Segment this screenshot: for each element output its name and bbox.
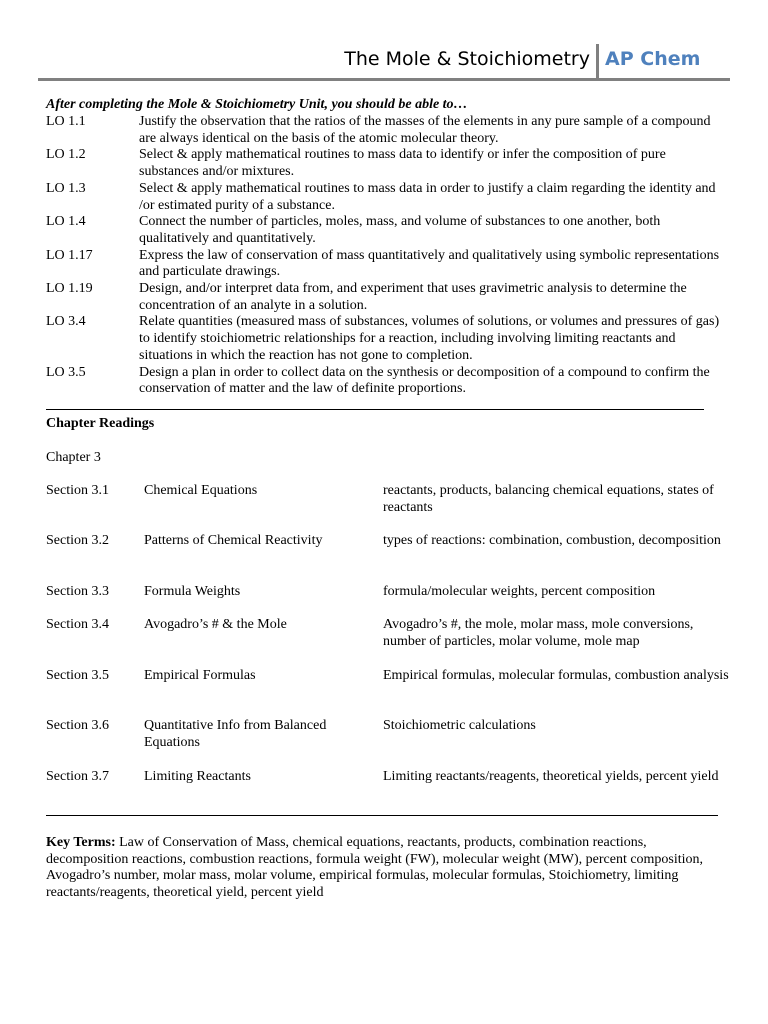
reading-section: Section 3.1 [46,483,109,498]
divider-rule [46,409,704,410]
objective-code: LO 1.2 [46,147,86,163]
course-label: AP Chem [605,48,701,70]
learning-objective [46,114,736,147]
objective-code: LO 1.3 [46,180,86,196]
objective-text: Select & apply mathematical routines to mass data in order to justify a claim regarding the identity and /or estimated purity of a substance. [139,180,716,213]
reading-section: Section 3.5 [46,668,109,683]
header-rule [38,78,730,81]
reading-topics: formula/molecular weights, percent composition [383,584,656,599]
reading-section: Section 3.2 [46,533,109,548]
reading-section: Section 3.6 [46,718,109,733]
objective-text: Design a plan in order to collect data on the synthesis or decomposition of a compound to confirm the conservation of matter and the law of definite proportions. [139,364,710,397]
key-terms-text: Law of Conservation of Mass, chemical equations, reactants, products, combination reactions, decomposition reactions, combustion reactions, formula weight (FW), molecular weight (MW), percent composition, Avogadro’s number, molar mass, molar volume, empirical formulas, molecular formulas, Stoichiometry, limiting reactants/reagents, theoretical yield, percent yield [46,835,704,901]
objective-code: LO 1.1 [46,114,86,129]
objective-text: Design, and/or interpret data from, and experiment that uses gravimetric analysis to determine the concentration of an analyte in a solution. [139,281,687,313]
chapter-label: Chapter 3 [46,450,101,465]
objective-text: Express the law of conservation of mass quantitatively and qualitatively using symbolic representations and particulate drawings. [139,247,720,280]
reading-title: Chemical Equations [144,483,258,498]
objective-code: LO 1.4 [46,214,86,230]
chapter-readings-heading: Chapter Readings [46,416,155,431]
reading-section: Section 3.3 [46,584,109,599]
objective-code: LO 3.4 [46,314,86,330]
reading-title: Formula Weights [144,584,241,599]
key-terms-label: Key Terms: [46,835,116,850]
header-separator [596,44,599,78]
page-header [38,42,730,80]
reading-title: Empirical Formulas [144,668,256,683]
learning-objective [46,365,736,398]
reading-section: Section 3.4 [46,617,109,632]
objectives-intro: After completing the Mole & Stoichiometry Unit, you should be able to… [46,97,468,112]
objective-text: Relate quantities (measured mass of substances, volumes of solutions, or volumes and pressures of gas) to identify stoichiometric relationships for a reaction, including involving limiting reactants and situations in which the reaction has not gone to completion. [139,314,720,363]
reading-topics: Avogadro’s #, the mole, molar mass, mole conversions, number of particles, molar volume, mole map [383,617,694,649]
reading-section: Section 3.7 [46,769,109,784]
learning-objective [46,147,736,180]
learning-objective [46,181,736,214]
objective-text: Connect the number of particles, moles, mass, and volume of substances to one another, both qualitatively and quantitatively. [139,214,661,246]
reading-title: Quantitative Info from Balanced Equations [144,718,327,750]
objective-code: LO 1.19 [46,281,93,297]
objective-text: Select & apply mathematical routines to mass data to identify or infer the composition of pure substances and/or mixtures. [139,147,666,180]
reading-topics: Empirical formulas, molecular formulas, combustion analysis [383,668,729,683]
reading-title: Patterns of Chemical Reactivity [144,533,323,548]
objective-code: LO 1.17 [46,247,93,263]
reading-topics: types of reactions: combination, combustion, decomposition [383,533,721,548]
reading-title: Limiting Reactants [144,769,251,784]
reading-title: Avogadro’s # & the Mole [144,617,287,632]
learning-objective [46,281,736,314]
reading-topics: Stoichiometric calculations [383,718,536,733]
learning-objective [46,314,736,364]
learning-objectives-list [46,114,736,398]
objective-code: LO 3.5 [46,364,86,380]
learning-objective [46,248,736,281]
reading-topics: reactants, products, balancing chemical equations, states of reactants [383,483,714,515]
divider-rule [46,815,718,816]
page-title: The Mole & Stoichiometry [344,48,590,70]
learning-objective [46,214,736,247]
reading-topics: Limiting reactants/reagents, theoretical yields, percent yield [383,769,719,784]
objective-text: Justify the observation that the ratios of the masses of the elements in any pure sample of a compound are always identical on the basis of the atomic molecular theory. [139,114,711,146]
key-terms [46,835,726,902]
